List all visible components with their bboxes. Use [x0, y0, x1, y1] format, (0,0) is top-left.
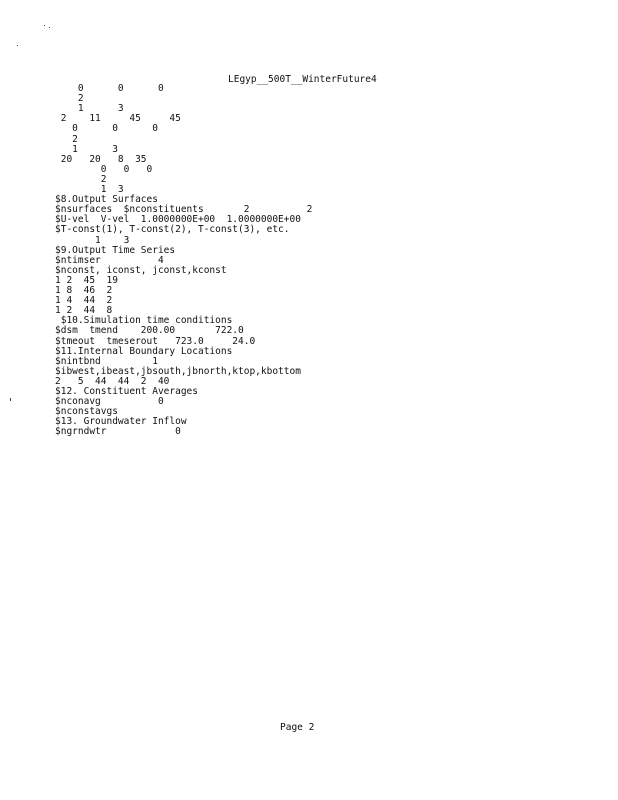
- text-line: $dsm tmend 200.00 722.0: [55, 325, 244, 337]
- scan-speck: [49, 27, 50, 28]
- text-line: $T-const(1), T-const(2), T-const(3), etc.: [55, 224, 290, 236]
- text-line: 1 3: [55, 143, 118, 155]
- text-line: 2: [55, 173, 107, 185]
- text-line: $12. Constituent Averages: [55, 386, 198, 397]
- text-line: $nconstavgs: [55, 406, 118, 418]
- text-line: $nintbnd 1: [55, 355, 158, 367]
- page-title: LEgyp__500T__WinterFuture4: [228, 74, 377, 85]
- text-line: 2: [55, 133, 78, 145]
- text-line: $ngrndwtr 0: [55, 426, 181, 438]
- text-line: $nconst, iconst, jconst,kconst: [55, 264, 227, 276]
- text-line: 1 3: [55, 234, 130, 246]
- text-line: $8.Output Surfaces: [55, 194, 158, 206]
- text-line: 2 5 44 44 2 40: [55, 375, 170, 387]
- text-line: $tmeout tmeserout 723.0 24.0: [55, 335, 256, 347]
- text-line: 2 11 45 45: [55, 113, 181, 125]
- text-line: 0 0 0: [55, 83, 164, 94]
- text-line: 2: [55, 93, 84, 105]
- text-line: 1 2 44 8: [55, 305, 113, 317]
- text-line: 1 2 45 19: [55, 274, 118, 286]
- scan-speck: [17, 45, 18, 46]
- text-line: $13. Groundwater Inflow: [55, 416, 187, 428]
- text-line: $11.Internal Boundary Locations: [55, 345, 233, 357]
- text-line: 1 8 46 2: [55, 285, 113, 296]
- text-line: $ibwest,ibeast,jbsouth,jbnorth,ktop,kbottom: [55, 365, 301, 377]
- text-line: 1 3: [55, 103, 124, 115]
- text-line: 20 20 8 35: [55, 153, 147, 165]
- text-line: $10.Simulation time conditions: [55, 315, 233, 327]
- text-line: 0 0 0: [55, 163, 153, 175]
- text-line: 1 4 44 2: [55, 295, 113, 307]
- text-line: $U-vel V-vel 1.0000000E+00 1.0000000E+00: [55, 214, 301, 226]
- text-line: $nsurfaces $nconstituents 2 2: [55, 204, 313, 216]
- scan-speck: [44, 25, 45, 26]
- text-line: 0 0 0: [55, 123, 158, 135]
- text-line: $nconavg 0: [55, 396, 164, 408]
- page-number: Page 2: [280, 722, 315, 733]
- text-line: $ntimser 4: [55, 254, 164, 266]
- text-line: $9.Output Time Series: [55, 244, 176, 256]
- scan-speck: [10, 398, 11, 401]
- text-line: 1 3: [55, 184, 124, 195]
